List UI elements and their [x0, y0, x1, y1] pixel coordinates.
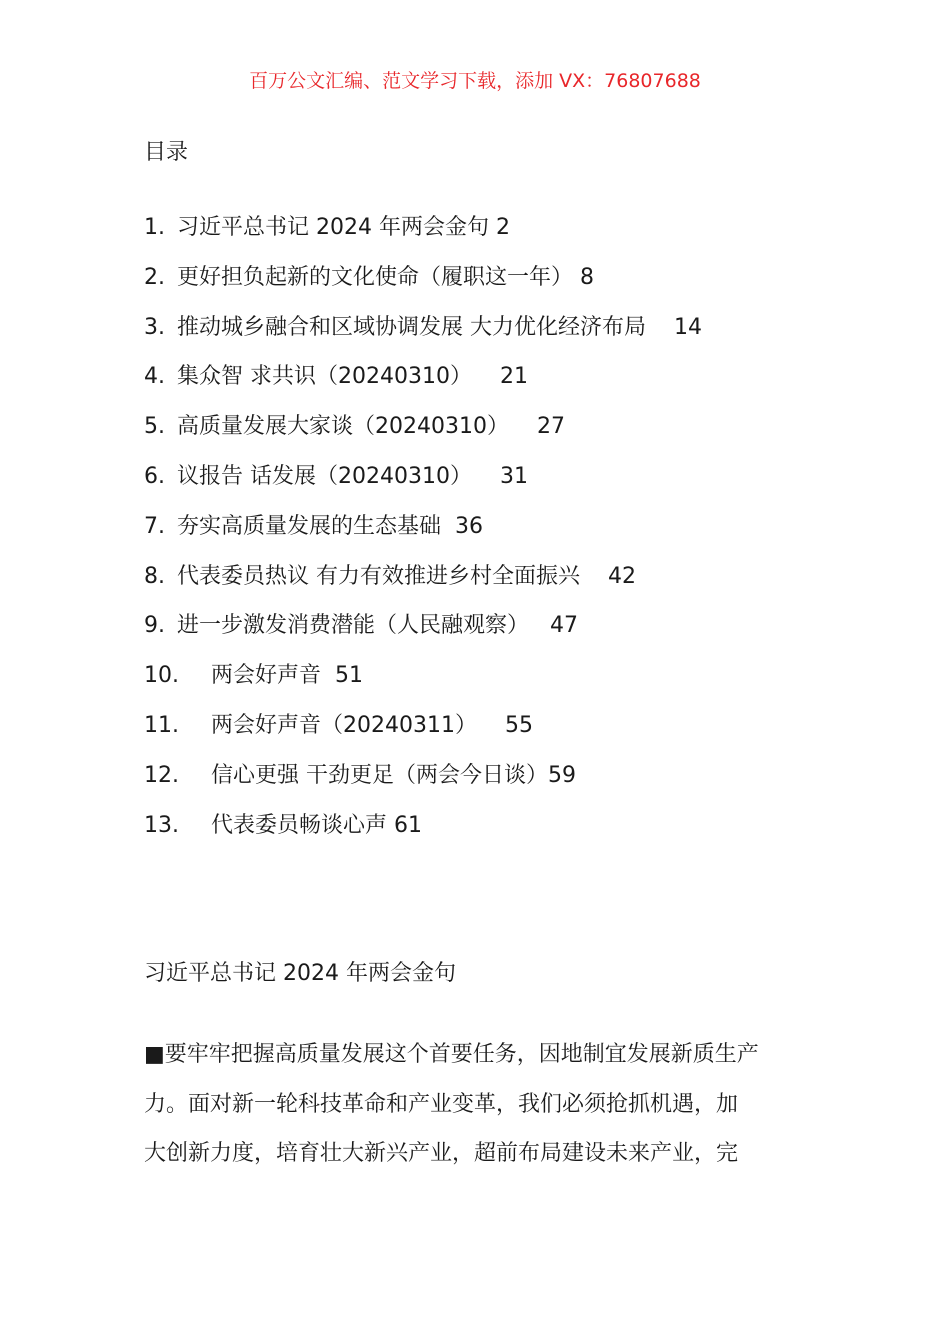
toc-item-number: 7.: [144, 513, 165, 539]
body-line: ■要牢牢把握高质量发展这个首要任务，因地制宜发展新质生产: [144, 1042, 759, 1067]
toc-title: 目录: [144, 140, 189, 165]
toc-item-text: 信心更强 干劲更足（两会今日谈）: [211, 762, 548, 788]
body-line: 大创新力度，培育壮大新兴产业，超前布局建设未来产业，完: [144, 1141, 739, 1166]
toc-item-text: 更好担负起新的文化使命（履职这一年）: [177, 264, 574, 290]
body-line: 力。面对新一轮科技革命和产业变革，我们必须抢抓机遇，加: [144, 1091, 739, 1117]
toc-item-text: 两会好声音: [211, 663, 322, 689]
section-title: 习近平总书记 2024 年两会金句: [144, 961, 456, 986]
toc-item[interactable]: [144, 759, 844, 809]
toc-item-text: 习近平总书记 2024 年两会金句: [177, 215, 489, 240]
toc-item-page: 14: [673, 314, 702, 340]
toc-item-number: 5.: [144, 414, 165, 440]
toc-item[interactable]: [144, 510, 844, 560]
toc-item[interactable]: [144, 261, 844, 311]
toc-item[interactable]: [144, 560, 844, 610]
toc-item[interactable]: [144, 410, 844, 460]
toc-item-number: 8.: [144, 563, 165, 589]
toc-item-text: 代表委员热议 有力有效推进乡村全面振兴: [177, 563, 580, 589]
toc-item-text: 高质量发展大家谈（20240310）: [177, 414, 509, 440]
toc-item-page: 47: [550, 613, 578, 639]
toc-item-page: 42: [607, 563, 636, 589]
toc-item-text: 进一步激发消费潜能（人民融观察）: [177, 613, 530, 639]
toc-item-page: 2: [495, 215, 510, 240]
toc-item[interactable]: [144, 460, 844, 510]
toc-item-number: 4.: [144, 364, 165, 390]
toc-item-number: 9.: [144, 613, 165, 639]
toc-item-page: 61: [394, 812, 423, 838]
body-paragraph: [144, 1030, 814, 1179]
toc-item-page: 27: [536, 414, 565, 440]
toc-item[interactable]: [144, 609, 844, 659]
toc-item-text: 夯实高质量发展的生态基础: [177, 513, 442, 539]
toc-item-page: 51: [335, 663, 364, 689]
toc-item[interactable]: [144, 211, 844, 261]
toc-item-number: 12.: [144, 762, 179, 788]
toc-list: [144, 211, 844, 858]
toc-item-text: 集众智 求共识（20240310）: [177, 364, 472, 390]
toc-item-number: 10.: [144, 663, 179, 689]
toc-item[interactable]: [144, 360, 844, 410]
toc-item-number: 11.: [144, 712, 179, 738]
toc-item[interactable]: [144, 709, 844, 759]
toc-item-page: 36: [455, 513, 484, 539]
toc-item-number: 1.: [144, 215, 165, 240]
toc-item-number: 3.: [144, 314, 165, 340]
toc-item-number: 6.: [144, 463, 165, 489]
toc-item-number: 13.: [144, 812, 179, 838]
toc-item[interactable]: [144, 809, 844, 859]
toc-item-page: 21: [499, 364, 528, 390]
toc-item-page: 31: [499, 463, 528, 489]
toc-item[interactable]: [144, 659, 844, 709]
toc-item-number: 2.: [144, 264, 165, 290]
toc-item-page: 55: [504, 712, 533, 738]
toc-item-text: 推动城乡融合和区域协调发展 大力优化经济布局: [177, 314, 646, 340]
toc-item-page: 59: [548, 762, 576, 788]
toc-item-page: 8: [580, 264, 595, 290]
toc-item-text: 议报告 话发展（20240310）: [177, 463, 472, 489]
header-banner: 百万公文汇编、范文学习下载，添加 VX：76807688: [249, 70, 701, 92]
toc-item-text: 两会好声音（20240311）: [211, 712, 477, 738]
toc-item-text: 代表委员畅谈心声: [211, 812, 388, 838]
toc-item[interactable]: [144, 311, 844, 361]
